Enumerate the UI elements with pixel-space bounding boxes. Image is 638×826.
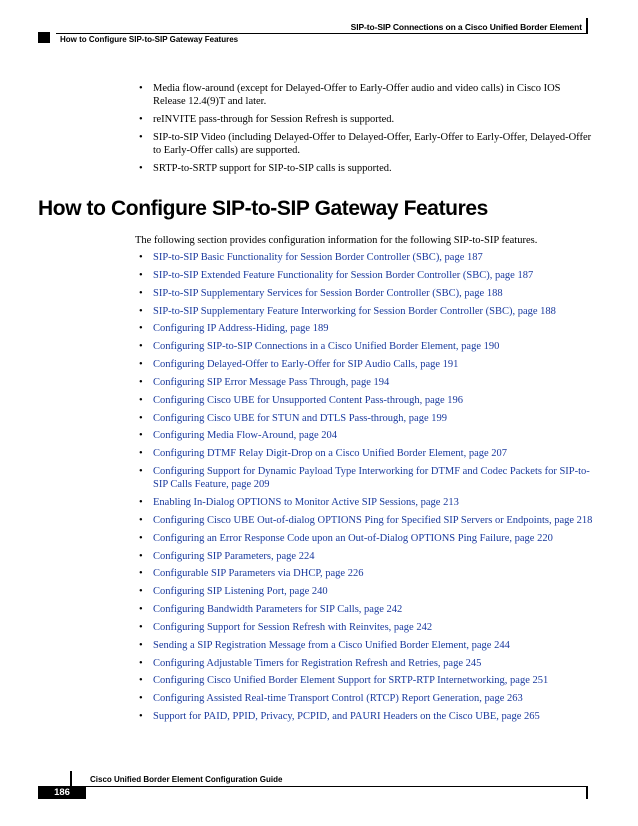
header-tick-mark bbox=[586, 18, 588, 34]
running-header-section: How to Configure SIP-to-SIP Gateway Features bbox=[60, 35, 239, 44]
footer-tick-mark bbox=[70, 771, 72, 787]
running-header-chapter: SIP-to-SIP Connections on a Cisco Unified Border Element bbox=[350, 22, 582, 32]
toc-link[interactable]: • Configuring DTMF Relay Digit-Drop on a Cisco Unified Border Element, page 207 bbox=[135, 447, 595, 460]
footer-tick-mark-right bbox=[586, 786, 588, 799]
section-heading: How to Configure SIP-to-SIP Gateway Features bbox=[38, 197, 488, 220]
footer-book-title: Cisco Unified Border Element Configuration Guide bbox=[90, 775, 283, 784]
toc-link[interactable]: • Configuring Adjustable Timers for Registration Refresh and Retries, page 245 bbox=[135, 657, 595, 670]
toc-link[interactable]: • Configuring SIP Error Message Pass Through, page 194 bbox=[135, 376, 595, 389]
toc-link[interactable]: • Configuring Support for Session Refresh with Reinvites, page 242 bbox=[135, 621, 595, 634]
toc-link[interactable]: • Configuring Support for Dynamic Payload Type Interworking for DTMF and Codec Packets for SIP-to-SIP Calls Feature, page 209 bbox=[135, 465, 595, 491]
configuration-link-list bbox=[135, 251, 595, 728]
toc-link[interactable]: • Configuring SIP-to-SIP Connections in a Cisco Unified Border Element, page 190 bbox=[135, 340, 595, 353]
toc-link[interactable]: • SIP-to-SIP Supplementary Feature Interworking for Session Border Controller (SBC), page 188 bbox=[135, 305, 595, 318]
toc-link[interactable]: • Configuring Assisted Real-time Transport Control (RTCP) Report Generation, page 263 bbox=[135, 692, 595, 705]
toc-link[interactable]: • Configuring Cisco UBE Out-of-dialog OPTIONS Ping for Specified SIP Servers or Endpoints, page 218 bbox=[135, 514, 595, 527]
list-item: • SIP-to-SIP Video (including Delayed-Offer to Delayed-Offer, Early-Offer to Early-Offer, Delayed-Offer to Early-Offer calls) are supported. bbox=[135, 131, 595, 157]
toc-link[interactable]: • Configuring IP Address-Hiding, page 189 bbox=[135, 322, 595, 335]
toc-link[interactable]: • Configuring SIP Parameters, page 224 bbox=[135, 550, 595, 563]
toc-link[interactable]: • Configuring Cisco Unified Border Element Support for SRTP-RTP Internetworking, page 251 bbox=[135, 674, 595, 687]
toc-link[interactable]: • Configuring Delayed-Offer to Early-Offer for SIP Audio Calls, page 191 bbox=[135, 358, 595, 371]
header-square-marker bbox=[38, 32, 50, 43]
toc-link[interactable]: • Configuring Cisco UBE for Unsupported Content Pass-through, page 196 bbox=[135, 394, 595, 407]
feature-bullet-list bbox=[135, 82, 595, 180]
toc-link[interactable]: • Enabling In-Dialog OPTIONS to Monitor Active SIP Sessions, page 213 bbox=[135, 496, 595, 509]
footer-rule bbox=[38, 786, 588, 787]
toc-link[interactable]: • Sending a SIP Registration Message from a Cisco Unified Border Element, page 244 bbox=[135, 639, 595, 652]
toc-link[interactable]: • SIP-to-SIP Supplementary Services for Session Border Controller (SBC), page 188 bbox=[135, 287, 595, 300]
header-rule bbox=[56, 33, 588, 34]
toc-link[interactable]: • Configuring Cisco UBE for STUN and DTLS Pass-through, page 199 bbox=[135, 412, 595, 425]
toc-link[interactable]: • Support for PAID, PPID, Privacy, PCPID, and PAURI Headers on the Cisco UBE, page 265 bbox=[135, 710, 595, 723]
list-item: • reINVITE pass-through for Session Refresh is supported. bbox=[135, 113, 595, 126]
toc-link[interactable]: • Configuring SIP Listening Port, page 240 bbox=[135, 585, 595, 598]
toc-link[interactable]: • SIP-to-SIP Basic Functionality for Session Border Controller (SBC), page 187 bbox=[135, 251, 595, 264]
toc-link[interactable]: • Configuring Bandwidth Parameters for SIP Calls, page 242 bbox=[135, 603, 595, 616]
toc-link[interactable]: • Configurable SIP Parameters via DHCP, page 226 bbox=[135, 567, 595, 580]
toc-link[interactable]: • Configuring an Error Response Code upon an Out-of-Dialog OPTIONS Ping Failure, page 220 bbox=[135, 532, 595, 545]
list-item: • Media flow-around (except for Delayed-Offer to Early-Offer audio and video calls) in Cisco IOS Release 12.4(9)T and later. bbox=[135, 82, 595, 108]
list-item: • SRTP-to-SRTP support for SIP-to-SIP calls is supported. bbox=[135, 162, 595, 175]
section-intro: The following section provides configuration information for the following SIP-to-SIP features. bbox=[135, 235, 538, 246]
page-number: 186 bbox=[38, 787, 86, 799]
toc-link[interactable]: • Configuring Media Flow-Around, page 204 bbox=[135, 429, 595, 442]
toc-link[interactable]: • SIP-to-SIP Extended Feature Functionality for Session Border Controller (SBC), page 187 bbox=[135, 269, 595, 282]
